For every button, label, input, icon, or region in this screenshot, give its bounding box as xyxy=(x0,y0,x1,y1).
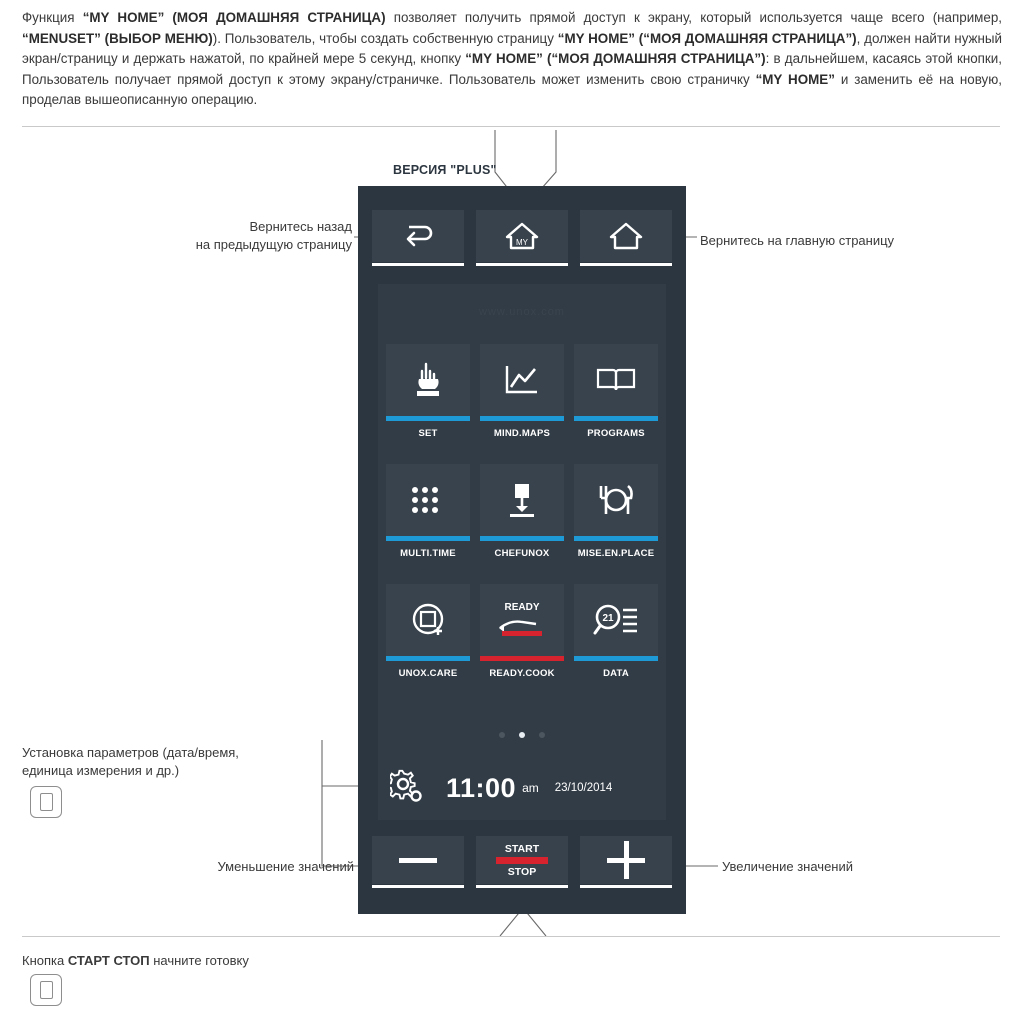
increase-button[interactable] xyxy=(580,836,672,884)
data-search-list-icon xyxy=(593,602,639,638)
my-home-button-underline xyxy=(476,263,568,266)
tile-unox-care-bar xyxy=(386,656,470,661)
status-bar xyxy=(378,762,666,814)
tile-multi-time-bar xyxy=(386,536,470,541)
callout-params-line1: Установка параметров (дата/время, xyxy=(22,745,239,760)
page-dot-2[interactable] xyxy=(519,732,525,738)
chef-probe-icon xyxy=(506,481,538,519)
tile-chefunox-label: CHEFUNOX xyxy=(494,548,550,559)
home-button-underline xyxy=(580,263,672,266)
tile-multi-time[interactable] xyxy=(386,464,470,559)
settings-button[interactable] xyxy=(390,769,424,808)
tile-data[interactable] xyxy=(574,584,658,679)
tile-ready-cook[interactable] xyxy=(480,584,564,679)
divider-bottom xyxy=(22,936,1000,937)
version-label: ВЕРСИЯ "PLUS" xyxy=(393,163,497,177)
tile-unox-care[interactable] xyxy=(386,584,470,679)
my-home-button[interactable] xyxy=(476,210,568,262)
tile-data-label: DATA xyxy=(603,668,629,679)
manual-book-icon xyxy=(30,974,62,1006)
tile-chefunox[interactable] xyxy=(480,464,564,559)
clock-time: 11:00 xyxy=(446,772,517,803)
gear-icon xyxy=(390,769,424,803)
increase-button-underline xyxy=(580,885,672,888)
tile-mise-en-place[interactable] xyxy=(574,464,658,559)
page-indicator[interactable] xyxy=(378,730,666,740)
page-dot-3[interactable] xyxy=(539,732,545,738)
tile-mise-en-place-bar xyxy=(574,536,658,541)
tile-data-bar xyxy=(574,656,658,661)
decrease-button-underline xyxy=(372,885,464,888)
callout-params xyxy=(22,744,312,780)
tile-chefunox-bar xyxy=(480,536,564,541)
tile-unox-care-label: UNOX.CARE xyxy=(398,668,458,679)
tile-multi-time-button[interactable] xyxy=(386,464,470,536)
callout-minus: Уменьшение значений xyxy=(217,859,354,874)
tile-mind-maps-button[interactable] xyxy=(480,344,564,416)
my-home-icon xyxy=(504,221,540,251)
svg-text:MY: MY xyxy=(516,238,528,247)
tile-programs[interactable] xyxy=(574,344,658,439)
tile-programs-label: PROGRAMS xyxy=(587,428,645,439)
start-label: START xyxy=(504,842,540,855)
decrease-button[interactable] xyxy=(372,836,464,884)
tile-data-button[interactable] xyxy=(574,584,658,656)
stop-label: STOP xyxy=(507,865,537,878)
svg-text:READY: READY xyxy=(504,602,540,613)
tile-ready-cook-button[interactable] xyxy=(480,584,564,656)
intro-paragraph: Функция “MY HOME” (МОЯ ДОМАШНЯЯ СТРАНИЦА) позволяет получить прямой доступ к экрану, который используется чаще всего (например, “MENUSET” (ВЫБОР МЕНЮ)). Пользователь, чтобы создать собственную страницу “MY HOME” (“МОЯ ДОМАШНЯЯ СТРАНИЦА”), должен найти нужный экран/страницу и держать нажатой, по крайней мере 5 секунд, кнопку “MY HOME” (“МОЯ ДОМАШНЯЯ СТРАНИЦА”): в дальнейшем, касаясь этой кнопки, Пользователь получает прямой доступ к этому экрану/страничке. Пользователь может изменить свою страничку “MY HOME” и заменить её на новую, проделав вышеописанную операцию. xyxy=(22,10,1003,107)
tile-chefunox-button[interactable] xyxy=(480,464,564,536)
tile-programs-button[interactable] xyxy=(574,344,658,416)
callout-back-line1: Вернитесь назад xyxy=(249,219,352,234)
start-stop-button-underline xyxy=(476,885,568,888)
clock-date: 23/10/2014 xyxy=(554,782,613,794)
tile-programs-bar xyxy=(574,416,658,421)
care-rotate-icon xyxy=(409,601,447,639)
home-button[interactable] xyxy=(580,210,672,262)
tile-mise-en-place-label: MISE.EN.PLACE xyxy=(577,548,655,559)
tile-mind-maps-bar xyxy=(480,416,564,421)
back-button-underline xyxy=(372,263,464,266)
manual-book-icon xyxy=(30,786,62,818)
callout-back xyxy=(152,218,352,254)
back-arrow-icon xyxy=(401,223,435,249)
bottom-button-row xyxy=(372,836,672,884)
tile-set[interactable] xyxy=(386,344,470,439)
chart-line-icon xyxy=(502,363,542,397)
tile-ready-cook-label: READY.COOK xyxy=(489,668,555,679)
tile-mind-maps-label: MIND.MAPS xyxy=(493,428,551,439)
ready-hand-icon xyxy=(494,598,550,642)
tile-set-button[interactable] xyxy=(386,344,470,416)
app-grid xyxy=(386,344,658,704)
home-icon xyxy=(608,221,644,251)
start-stop-button[interactable] xyxy=(476,836,568,884)
svg-text:21: 21 xyxy=(602,613,614,624)
tile-unox-care-button[interactable] xyxy=(386,584,470,656)
tile-set-bar xyxy=(386,416,470,421)
tile-ready-cook-bar xyxy=(480,656,564,661)
clock-ampm: am xyxy=(522,781,539,795)
minus-icon xyxy=(399,858,437,863)
callout-home: Вернитесь на главную страницу xyxy=(700,233,895,248)
hand-pointer-icon xyxy=(413,361,443,399)
tile-set-label: SET xyxy=(418,428,438,439)
watermark: www.unox.com xyxy=(479,306,565,318)
plus-icon-vertical xyxy=(624,841,629,879)
callout-back-line2: на предыдущую страницу xyxy=(195,237,352,252)
page-dot-1[interactable] xyxy=(499,732,505,738)
tile-mise-en-place-button[interactable] xyxy=(574,464,658,536)
start-stop-red-bar xyxy=(496,857,548,864)
nav-button-row xyxy=(372,210,672,262)
multi-time-dots-icon xyxy=(407,484,449,516)
tile-mind-maps[interactable] xyxy=(480,344,564,439)
tile-multi-time-label: MULTI.TIME xyxy=(400,548,456,559)
divider-top xyxy=(22,126,1000,127)
cutlery-plate-icon xyxy=(594,483,638,517)
callout-params-line2: единица измерения и др.) xyxy=(22,763,180,778)
open-book-icon xyxy=(594,364,638,396)
back-button[interactable] xyxy=(372,210,464,262)
callout-plus: Увеличение значений xyxy=(722,859,854,874)
callout-start-stop: Кнопка СТАРТ СТОП начните готовку xyxy=(22,953,249,968)
